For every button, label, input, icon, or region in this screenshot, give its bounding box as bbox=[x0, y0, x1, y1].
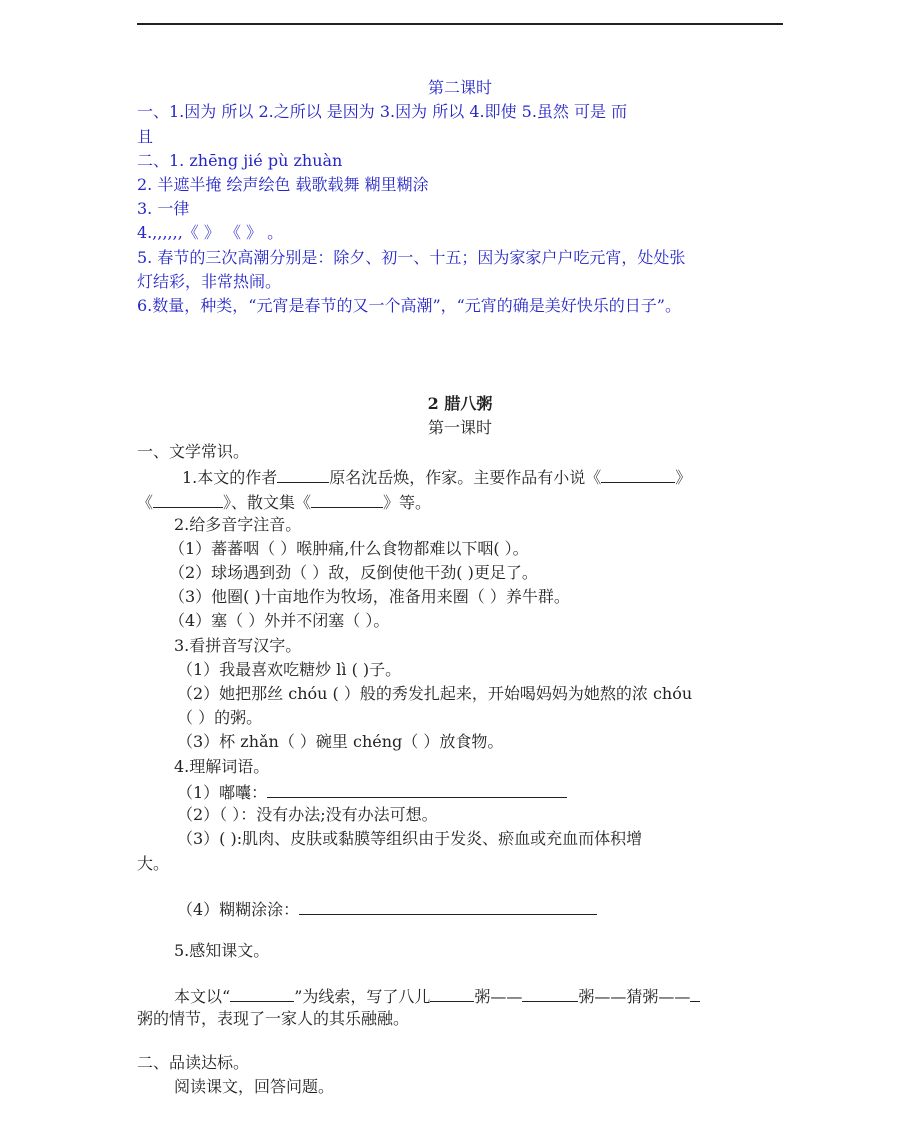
blank bbox=[267, 780, 567, 798]
blank bbox=[230, 984, 294, 1002]
question-item: （1）我最喜欢吃糖炒 lì ( )子。 bbox=[177, 660, 402, 679]
question-4-title: 4.理解词语。 bbox=[174, 757, 270, 776]
question-item: 大。 bbox=[137, 854, 170, 873]
question-item bbox=[177, 780, 567, 804]
section-heading: 二、品读达标。 bbox=[137, 1053, 250, 1072]
answer-line: 2. 半遮半掩 绘声绘色 载歌载舞 糊里糊涂 bbox=[137, 175, 429, 194]
question-item: （3）杯 zhǎn（ ）碗里 chéng（ ）放食物。 bbox=[177, 732, 504, 751]
blank bbox=[690, 984, 700, 1002]
question-1-cont bbox=[137, 490, 431, 514]
question-text: 》等。 bbox=[383, 493, 432, 512]
top-rule bbox=[137, 23, 783, 25]
question-text: （1）嘟囔： bbox=[177, 783, 268, 802]
blank bbox=[299, 897, 597, 915]
question-text: 原名沈岳焕，作家。主要作品有小说《 bbox=[329, 468, 602, 487]
answer-line: 二、1. zhēng jié pù zhuàn bbox=[137, 151, 343, 170]
question-text: 》 bbox=[675, 468, 692, 487]
question-text: 《 bbox=[137, 493, 154, 512]
section-heading: 一、文学常识。 bbox=[137, 442, 250, 461]
question-5-text bbox=[174, 984, 700, 1008]
blank bbox=[277, 465, 329, 483]
question-3-title: 3.看拼音写汉字。 bbox=[174, 636, 302, 655]
answer-line: 一、1.因为 所以 2.之所以 是因为 3.因为 所以 4.即使 5.虽然 可是 而 bbox=[137, 102, 628, 121]
question-item bbox=[177, 897, 597, 921]
answer-line: 5. 春节的三次高潮分别是：除夕、初一、十五；因为家家户户吃元宵，处处张 bbox=[137, 248, 686, 267]
answer-line: 且 bbox=[137, 127, 154, 146]
blank bbox=[522, 984, 578, 1002]
question-5-title: 5.感知课文。 bbox=[174, 941, 270, 960]
question-text: ”为线索，写了八儿 bbox=[294, 987, 431, 1006]
answer-line: 6.数量，种类，“元宵是春节的又一个高潮”，“元宵的确是美好快乐的日子”。 bbox=[137, 296, 681, 315]
question-text: 本文以“ bbox=[174, 987, 231, 1006]
question-item: （ ）的粥。 bbox=[177, 708, 263, 727]
question-item: （3）( ):肌肉、皮肤或黏膜等组织由于发炎、瘀血或充血而体积增 bbox=[177, 829, 643, 848]
question-text: 》、散文集《 bbox=[223, 493, 312, 512]
question-5-text-cont: 粥的情节，表现了一家人的其乐融融。 bbox=[137, 1009, 410, 1028]
question-2-title: 2.给多音字注音。 bbox=[174, 515, 302, 534]
answer-line: 灯结彩，非常热闹。 bbox=[137, 272, 282, 291]
question-1 bbox=[182, 465, 691, 489]
question-text: 粥——猜粥—— bbox=[578, 987, 691, 1006]
question-item: （1）蕃蕃咽（ ）喉肿痛,什么食物都难以下咽( ）。 bbox=[169, 539, 529, 558]
lesson-subtitle: 第一课时 bbox=[427, 418, 492, 437]
question-item: （4）塞（ ）外并不闭塞（ ）。 bbox=[169, 611, 390, 630]
question-item: （3）他圈( )十亩地作为牧场，准备用来圈（ ）养牛群。 bbox=[169, 587, 570, 606]
answers-heading: 第二课时 bbox=[427, 78, 492, 97]
blank bbox=[430, 984, 474, 1002]
question-text: 1.本文的作者 bbox=[182, 468, 278, 487]
question-item: （2）球场遇到劲（ ）敌，反倒使他干劲( )更足了。 bbox=[169, 563, 538, 582]
section-instruction: 阅读课文，回答问题。 bbox=[174, 1077, 335, 1096]
blank bbox=[311, 490, 383, 508]
question-text: 粥—— bbox=[474, 987, 523, 1006]
question-text: （4）糊糊涂涂： bbox=[177, 900, 300, 919]
question-item: （2）（ ）：没有办法;没有办法可想。 bbox=[177, 805, 438, 824]
blank bbox=[153, 490, 223, 508]
answer-line: 4.,,,,,,《 》 《 》 。 bbox=[137, 223, 284, 242]
answer-line: 3. 一律 bbox=[137, 199, 190, 218]
lesson-title: 2 腊八粥 bbox=[427, 394, 493, 413]
blank bbox=[601, 465, 675, 483]
question-item: （2）她把那丝 chóu ( ）般的秀发扎起来，开始喝妈妈为她熬的浓 chóu bbox=[177, 684, 693, 703]
